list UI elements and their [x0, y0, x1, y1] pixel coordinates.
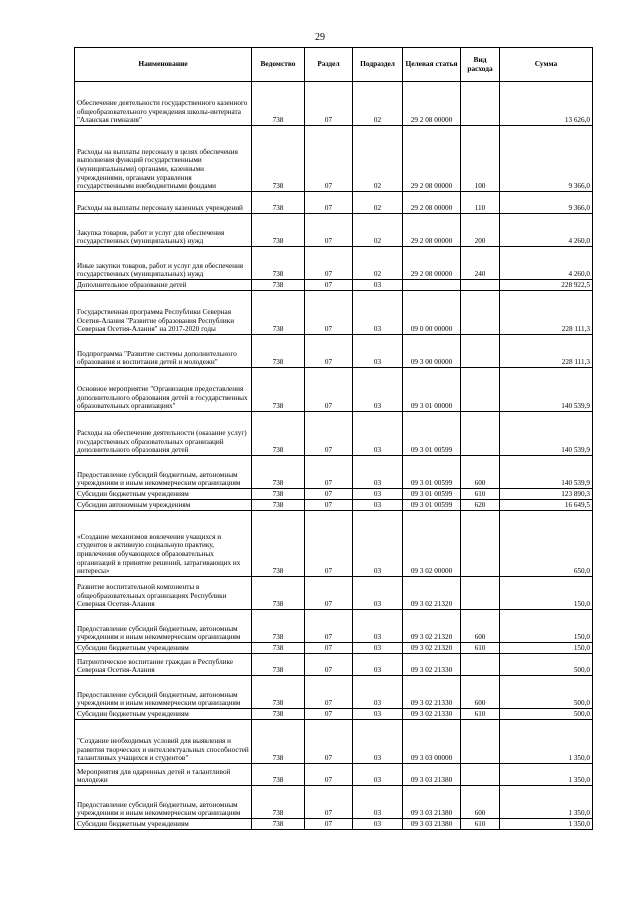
cell-section: 07: [305, 82, 353, 126]
cell-section: 07: [305, 368, 353, 412]
cell-department: 738: [252, 247, 305, 280]
cell-target-article: 29 2 08 00000: [403, 126, 461, 192]
cell-subsection: 03: [353, 676, 403, 709]
cell-section: 07: [305, 819, 353, 830]
cell-department: 738: [252, 192, 305, 214]
cell-expense-type: [461, 368, 500, 412]
cell-department: 738: [252, 720, 305, 764]
cell-section: 07: [305, 335, 353, 368]
cell-expense-type: 600: [461, 676, 500, 709]
header-department: Ведомство: [252, 48, 305, 82]
cell-section: 07: [305, 126, 353, 192]
cell-name: Расходы на выплаты персоналу в целях обеспечения выполнения функций государственными (муниципальными) органами, казенными учреждениями, органами управления государственными внебюджетными фондами: [75, 126, 252, 192]
budget-table: [74, 47, 593, 830]
cell-expense-type: [461, 280, 500, 291]
cell-department: 738: [252, 577, 305, 610]
table-row: [75, 214, 593, 247]
cell-subsection: 02: [353, 126, 403, 192]
cell-department: 738: [252, 819, 305, 830]
table-row: [75, 489, 593, 500]
cell-subsection: 03: [353, 500, 403, 511]
cell-expense-type: [461, 291, 500, 335]
cell-target-article: 09 3 03 21380: [403, 764, 461, 786]
cell-target-article: 09 3 03 00000: [403, 720, 461, 764]
cell-target-article: 09 3 02 21320: [403, 610, 461, 643]
cell-department: 738: [252, 610, 305, 643]
cell-department: 738: [252, 654, 305, 676]
cell-expense-type: 610: [461, 489, 500, 500]
cell-target-article: 09 3 02 21320: [403, 577, 461, 610]
cell-target-article: 09 3 01 00599: [403, 489, 461, 500]
cell-section: 07: [305, 280, 353, 291]
table-row: [75, 368, 593, 412]
cell-name: Предоставление субсидий бюджетным, автономным учреждениям и иным некоммерческим организациям: [75, 610, 252, 643]
cell-section: 07: [305, 709, 353, 720]
cell-subsection: 03: [353, 720, 403, 764]
cell-name: Основное мероприятие "Организация предоставления дополнительного образования детей в государственных образовательных организациях": [75, 368, 252, 412]
cell-subsection: 03: [353, 654, 403, 676]
cell-subsection: 03: [353, 335, 403, 368]
cell-name: Иные закупки товаров, работ и услуг для обеспечения государственных (муниципальных) нужд: [75, 247, 252, 280]
cell-section: 07: [305, 786, 353, 819]
cell-expense-type: 240: [461, 247, 500, 280]
cell-subsection: 03: [353, 511, 403, 577]
cell-department: 738: [252, 126, 305, 192]
cell-subsection: 03: [353, 489, 403, 500]
cell-expense-type: [461, 511, 500, 577]
table-row: [75, 291, 593, 335]
cell-subsection: 03: [353, 577, 403, 610]
cell-subsection: 03: [353, 786, 403, 819]
cell-section: 07: [305, 291, 353, 335]
cell-sum: 228 111,3: [500, 291, 593, 335]
cell-department: 738: [252, 335, 305, 368]
cell-subsection: 03: [353, 291, 403, 335]
cell-department: 738: [252, 456, 305, 489]
cell-name: Закупка товаров, работ и услуг для обеспечения государственных (муниципальных) нужд: [75, 214, 252, 247]
cell-sum: 16 649,5: [500, 500, 593, 511]
table-row: [75, 577, 593, 610]
cell-department: 738: [252, 676, 305, 709]
table-row: [75, 643, 593, 654]
cell-expense-type: 620: [461, 500, 500, 511]
cell-expense-type: 600: [461, 786, 500, 819]
table-row: [75, 500, 593, 511]
table-header-row: [75, 48, 593, 82]
cell-name: «Создание механизмов вовлечения учащихся и студентов в активную социальную практику, привлечения обучающихся образовательных организаций в принятие решений, затрагивающих их интересы»: [75, 511, 252, 577]
table-row: [75, 786, 593, 819]
cell-expense-type: [461, 412, 500, 456]
cell-sum: 150,0: [500, 610, 593, 643]
cell-subsection: 03: [353, 368, 403, 412]
cell-subsection: 02: [353, 247, 403, 280]
cell-target-article: 29 2 08 00000: [403, 247, 461, 280]
cell-department: 738: [252, 280, 305, 291]
cell-department: 738: [252, 291, 305, 335]
cell-department: 738: [252, 82, 305, 126]
cell-target-article: 09 3 02 21330: [403, 709, 461, 720]
cell-subsection: 03: [353, 709, 403, 720]
cell-target-article: 09 3 01 00599: [403, 412, 461, 456]
cell-target-article: 09 3 02 21320: [403, 643, 461, 654]
cell-section: 07: [305, 577, 353, 610]
header-subsection: Подраздел: [353, 48, 403, 82]
table-row: [75, 764, 593, 786]
cell-section: 07: [305, 610, 353, 643]
page-number: 29: [315, 32, 325, 43]
cell-sum: 9 366,0: [500, 192, 593, 214]
cell-target-article: 09 3 03 21380: [403, 786, 461, 819]
table-row: [75, 192, 593, 214]
table-row: [75, 247, 593, 280]
cell-section: 07: [305, 192, 353, 214]
cell-department: 738: [252, 368, 305, 412]
cell-section: 07: [305, 511, 353, 577]
header-name: Наименование: [75, 48, 252, 82]
cell-department: 738: [252, 500, 305, 511]
cell-sum: 228 922,5: [500, 280, 593, 291]
table-row: [75, 654, 593, 676]
cell-subsection: 03: [353, 412, 403, 456]
cell-sum: 150,0: [500, 643, 593, 654]
cell-target-article: 09 3 01 00599: [403, 456, 461, 489]
cell-name: Развитие воспитательной компоненты в общеобразовательных организациях Республики Северная Осетия-Алания: [75, 577, 252, 610]
cell-expense-type: 200: [461, 214, 500, 247]
table-row: [75, 456, 593, 489]
header-sum: Сумма: [500, 48, 593, 82]
cell-section: 07: [305, 489, 353, 500]
cell-expense-type: 600: [461, 456, 500, 489]
cell-name: Предоставление субсидий бюджетным, автономным учреждениям и иным некоммерческим организациям: [75, 676, 252, 709]
cell-sum: 500,0: [500, 676, 593, 709]
cell-target-article: 09 3 01 00599: [403, 500, 461, 511]
cell-name: Субсидии бюджетным учреждениям: [75, 819, 252, 830]
cell-name: Предоставление субсидий бюджетным, автономным учреждениям и иным некоммерческим организациям: [75, 786, 252, 819]
cell-subsection: 02: [353, 192, 403, 214]
header-expense-type: Вид расхода: [461, 48, 500, 82]
cell-section: 07: [305, 456, 353, 489]
cell-sum: 650,0: [500, 511, 593, 577]
cell-expense-type: [461, 577, 500, 610]
cell-expense-type: [461, 764, 500, 786]
cell-section: 07: [305, 500, 353, 511]
cell-department: 738: [252, 709, 305, 720]
cell-name: Государственная программа Республики Северная Осетия-Алания "Развитие образования Республики Северная Осетия-Алания" на 2017-2020 годы: [75, 291, 252, 335]
table-row: [75, 82, 593, 126]
cell-sum: 500,0: [500, 654, 593, 676]
table-row: [75, 412, 593, 456]
cell-expense-type: [461, 82, 500, 126]
cell-sum: 500,0: [500, 709, 593, 720]
header-section: Раздел: [305, 48, 353, 82]
cell-name: Расходы на выплаты персоналу казенных учреждений: [75, 192, 252, 214]
cell-subsection: 02: [353, 82, 403, 126]
table-row: [75, 280, 593, 291]
cell-sum: 13 626,0: [500, 82, 593, 126]
cell-sum: 140 539,9: [500, 456, 593, 489]
table-row: [75, 819, 593, 830]
cell-name: Подпрограмма "Развитие системы дополнительного образования и воспитания детей и молодежи": [75, 335, 252, 368]
cell-department: 738: [252, 214, 305, 247]
cell-department: 738: [252, 786, 305, 819]
cell-sum: 1 350,0: [500, 764, 593, 786]
cell-name: Субсидии бюджетным учреждениям: [75, 643, 252, 654]
cell-target-article: 09 0 00 00000: [403, 291, 461, 335]
table-row: [75, 610, 593, 643]
cell-name: Субсидии бюджетным учреждениям: [75, 489, 252, 500]
cell-section: 07: [305, 643, 353, 654]
cell-sum: 123 890,3: [500, 489, 593, 500]
table-row: [75, 720, 593, 764]
cell-subsection: 03: [353, 610, 403, 643]
cell-target-article: 09 3 02 21330: [403, 654, 461, 676]
cell-name: "Создание необходимых условий для выявления и развития творческих и интеллектуальных способностей талантливых учащихся и студентов": [75, 720, 252, 764]
cell-department: 738: [252, 489, 305, 500]
cell-sum: 150,0: [500, 577, 593, 610]
cell-expense-type: 610: [461, 709, 500, 720]
cell-section: 07: [305, 676, 353, 709]
cell-expense-type: 100: [461, 126, 500, 192]
cell-name: Субсидии бюджетным учреждениям: [75, 709, 252, 720]
cell-section: 07: [305, 214, 353, 247]
cell-sum: 140 539,9: [500, 412, 593, 456]
cell-expense-type: [461, 720, 500, 764]
table-row: [75, 126, 593, 192]
cell-sum: 9 366,0: [500, 126, 593, 192]
cell-name: Предоставление субсидий бюджетным, автономным учреждениям и иным некоммерческим организациям: [75, 456, 252, 489]
cell-department: 738: [252, 764, 305, 786]
cell-name: Дополнительное образование детей: [75, 280, 252, 291]
cell-name: Мероприятия для одаренных детей и талантливой молодежи: [75, 764, 252, 786]
cell-section: 07: [305, 412, 353, 456]
cell-target-article: 29 2 08 00000: [403, 214, 461, 247]
table-row: [75, 676, 593, 709]
cell-department: 738: [252, 511, 305, 577]
cell-subsection: 03: [353, 456, 403, 489]
cell-subsection: 03: [353, 764, 403, 786]
cell-sum: 228 111,3: [500, 335, 593, 368]
cell-name: Патриотическое воспитание граждан в Республике Северная Осетия-Алания: [75, 654, 252, 676]
cell-section: 07: [305, 247, 353, 280]
cell-target-article: [403, 280, 461, 291]
cell-expense-type: [461, 335, 500, 368]
cell-sum: 140 539,9: [500, 368, 593, 412]
table-row: [75, 335, 593, 368]
table-row: [75, 511, 593, 577]
cell-expense-type: [461, 654, 500, 676]
cell-department: 738: [252, 412, 305, 456]
cell-subsection: 03: [353, 643, 403, 654]
cell-department: 738: [252, 643, 305, 654]
cell-sum: 4 260,0: [500, 214, 593, 247]
cell-target-article: 09 3 03 21380: [403, 819, 461, 830]
cell-sum: 1 350,0: [500, 720, 593, 764]
table-row: [75, 709, 593, 720]
cell-section: 07: [305, 654, 353, 676]
cell-sum: 1 350,0: [500, 819, 593, 830]
cell-section: 07: [305, 720, 353, 764]
cell-sum: 4 260,0: [500, 247, 593, 280]
cell-subsection: 02: [353, 214, 403, 247]
cell-target-article: 29 2 08 00000: [403, 82, 461, 126]
cell-target-article: 09 3 00 00000: [403, 335, 461, 368]
cell-expense-type: 610: [461, 819, 500, 830]
cell-sum: 1 350,0: [500, 786, 593, 819]
cell-subsection: 03: [353, 280, 403, 291]
cell-section: 07: [305, 764, 353, 786]
cell-expense-type: 610: [461, 643, 500, 654]
cell-name: Обеспечение деятельности государственного казенного общеобразовательного учреждения школы-интерната "Аланская гимназия": [75, 82, 252, 126]
cell-name: Субсидии автономным учреждениям: [75, 500, 252, 511]
cell-target-article: 09 3 01 00000: [403, 368, 461, 412]
cell-expense-type: 600: [461, 610, 500, 643]
cell-subsection: 03: [353, 819, 403, 830]
cell-name: Расходы на обеспечение деятельности (оказание услуг) государственных образовательных организаций дополнительного образования детей: [75, 412, 252, 456]
cell-target-article: 29 2 08 00000: [403, 192, 461, 214]
table-body: [75, 82, 593, 830]
cell-expense-type: 110: [461, 192, 500, 214]
cell-target-article: 09 3 02 21330: [403, 676, 461, 709]
header-target-article: Целевая статья: [403, 48, 461, 82]
cell-target-article: 09 3 02 00000: [403, 511, 461, 577]
